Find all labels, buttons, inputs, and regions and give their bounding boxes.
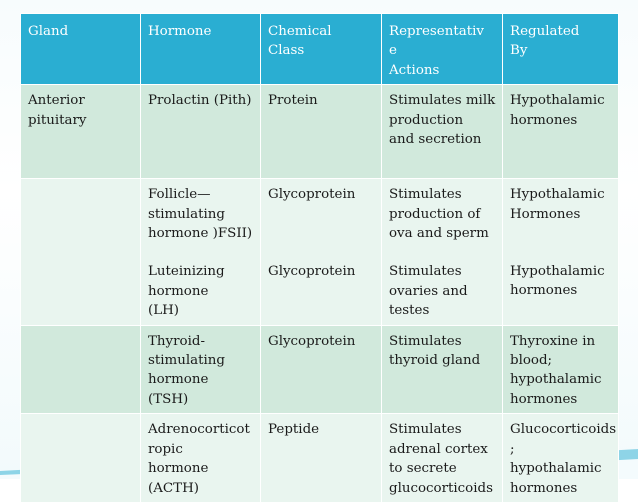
cell-hormone: Adrenocorticot ropic hormone (ACTH): [141, 414, 261, 503]
cell-regulated-by: Thyroxine in blood; hypothalamic hormones: [503, 325, 619, 414]
cell-regulated-by: Hypothalamic hormones: [503, 85, 619, 179]
cell-actions: Stimulates milk production and secretion: [382, 85, 503, 179]
table-row: [21, 325, 619, 414]
table-row: [21, 414, 619, 503]
header-chemical-class: Chemical Class: [261, 14, 382, 85]
header-regulated-by: Regulated By: [503, 14, 619, 85]
cell-chemical-class: Peptide: [261, 414, 382, 503]
cell-regulated-by: Glucocorticoids ; hypothalamic hormones: [503, 414, 619, 503]
cell-chemical-class: Glycoprotein: [261, 325, 382, 414]
header-row: [21, 14, 619, 85]
cell-chemical-class: Glycoprotein Glycoprotein: [261, 179, 382, 325]
cell-hormone: Thyroid- stimulating hormone (TSH): [141, 325, 261, 414]
cell-gland: [21, 325, 141, 414]
cell-hormone: Follicle— stimulating hormone )FSII) Luteinizing hormone (LH): [141, 179, 261, 325]
cell-gland: [21, 179, 141, 325]
cell-hormone: Prolactin (Pith): [141, 85, 261, 179]
table-row: [21, 85, 619, 179]
cell-gland: [21, 414, 141, 503]
table-row: [21, 179, 619, 325]
cell-actions: Stimulates production of ova and sperm Stimulates ovaries and testes: [382, 179, 503, 325]
cell-actions: Stimulates thyroid gland: [382, 325, 503, 414]
cell-gland: Anterior pituitary: [21, 85, 141, 179]
header-hormone: Hormone: [141, 14, 261, 85]
hormone-table: [20, 13, 619, 503]
header-representative-actions: Representativ e Actions: [382, 14, 503, 85]
cell-regulated-by: Hypothalamic Hormones Hypothalamic hormones: [503, 179, 619, 325]
cell-chemical-class: Protein: [261, 85, 382, 179]
cell-actions: Stimulates adrenal cortex to secrete glucocorticoids: [382, 414, 503, 503]
header-gland: Gland: [21, 14, 141, 85]
